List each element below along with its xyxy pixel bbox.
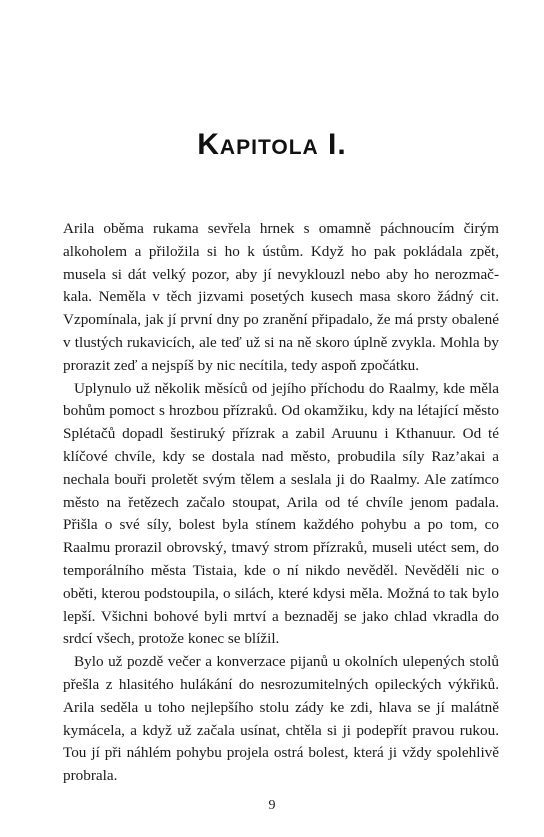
page-number: 9 bbox=[268, 798, 276, 813]
chapter-title: Kapitola I. bbox=[197, 128, 347, 161]
paragraph-3: Bylo už pozdě večer a konverzace pijanů u okolních ulepených stolů přešla z hlasitého hulákání do nesrozumitelných opileckých výkřiků. Arila seděla u toho nejlepšího stolu zády ke zdi, hlava se jí malátně kymácela, a když už začala usínat, chtěla si ji podepřít pravou rukou. Tou jí při náhlém pohybu projela ostrá bolest, která ji vždy spolehlivě probrala. bbox=[63, 653, 499, 785]
chapter-body bbox=[63, 218, 499, 788]
paragraph-1: Arila oběma rukama sevřela hrnek s omamně páchnoucím čirým alkoholem a přiložila si ho k ústům. Když ho pak pokládala zpět, musela si dát velký pozor, aby jí nevyklouzl nebo aby ho nerozmačkala. Neměla v těch jizvami posetých kusech masa skoro žádný cit. Vzpomínala, jak jí první dny po zranění připadalo, že má prsty obalené v tlustých rukavicích, ale teď už si na ně skoro úplně zvykla. Mohla by prorazit zeď a nejspíš by nic necítila, tedy aspoň zpočátku. bbox=[63, 220, 499, 374]
paragraph-2: Uplynulo už několik měsíců od jejího příchodu do Raalmy, kde měla bohům pomoct s hrozbou přízraků. Od okamžiku, kdy na létající město Splétačů dopadl šestiruký přízrak a zabil Aruunu i Kthanuur. Od té klíčové chvíle, kdy se dostala nad město, probudila síly Raz’akai a nechala bouři proletět svým tělem a seslala ji do Raalmy. Ale zatímco město na řetězech začalo stoupat, Arila od té chvíle jenom padala. Přišla o své síly, bolest byla stínem každého pohybu a po tom, co Raalmu prorazil obrovský, tmavý strom přízraků, museli utéct sem, do temporálního města Tistaia, kde o ní nikdo nevěděl. Nevěděli nic o oběti, kterou podstoupila, o silách, které kdysi měla. Možná to tak bylo lepší. Všichni bohové byli mrtví a beznaděj se jako chlad vkradla do srdcí všech, protože konec se blížil. bbox=[63, 379, 499, 648]
